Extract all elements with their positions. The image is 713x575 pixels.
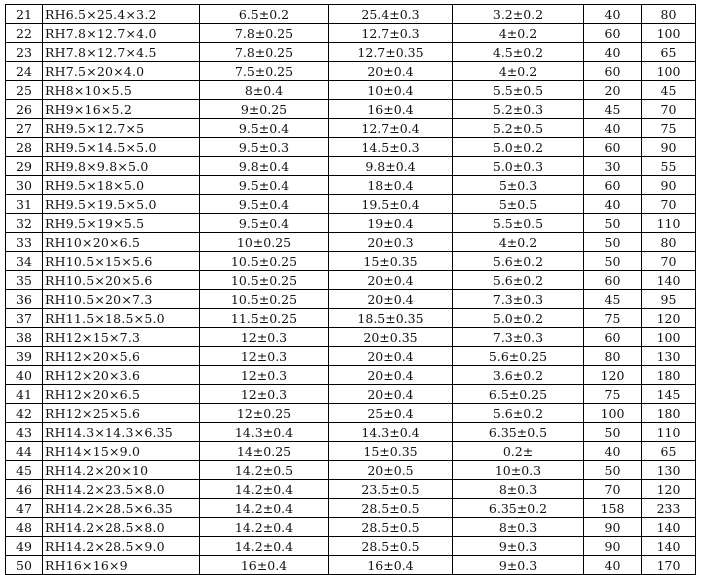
dimension-b-cell: 12.7±0.3: [329, 24, 453, 43]
value-2-cell: 180: [642, 366, 696, 385]
value-1-cell: 60: [584, 138, 642, 157]
dimension-b-cell: 18±0.4: [329, 176, 453, 195]
value-1-cell: 75: [584, 309, 642, 328]
dimension-c-cell: 5.0±0.2: [453, 138, 584, 157]
row-number-cell: 45: [6, 461, 43, 480]
row-number-cell: 43: [6, 423, 43, 442]
ferrite-spec-table: [5, 4, 696, 575]
dimension-b-cell: 20±0.3: [329, 233, 453, 252]
model-cell: RH12×15×7.3: [43, 328, 200, 347]
table-row: [6, 385, 696, 404]
dimension-c-cell: 5.6±0.2: [453, 252, 584, 271]
value-2-cell: 100: [642, 328, 696, 347]
row-number-cell: 27: [6, 119, 43, 138]
dimension-c-cell: 5.6±0.25: [453, 347, 584, 366]
dimension-a-cell: 12±0.3: [200, 347, 329, 366]
table-row: [6, 24, 696, 43]
model-cell: RH14×15×9.0: [43, 442, 200, 461]
value-1-cell: 50: [584, 214, 642, 233]
dimension-a-cell: 12±0.3: [200, 385, 329, 404]
model-cell: RH12×20×6.5: [43, 385, 200, 404]
dimension-c-cell: 7.3±0.3: [453, 328, 584, 347]
table-row: [6, 62, 696, 81]
dimension-b-cell: 25±0.4: [329, 404, 453, 423]
value-2-cell: 180: [642, 404, 696, 423]
value-2-cell: 95: [642, 290, 696, 309]
row-number-cell: 28: [6, 138, 43, 157]
row-number-cell: 25: [6, 81, 43, 100]
model-cell: RH14.2×23.5×8.0: [43, 480, 200, 499]
dimension-b-cell: 20±0.35: [329, 328, 453, 347]
model-cell: RH10×20×6.5: [43, 233, 200, 252]
value-1-cell: 40: [584, 195, 642, 214]
model-cell: RH7.5×20×4.0: [43, 62, 200, 81]
table-row: [6, 366, 696, 385]
row-number-cell: 26: [6, 100, 43, 119]
dimension-c-cell: 8±0.3: [453, 480, 584, 499]
dimension-b-cell: 20±0.4: [329, 62, 453, 81]
value-2-cell: 140: [642, 537, 696, 556]
row-number-cell: 24: [6, 62, 43, 81]
row-number-cell: 44: [6, 442, 43, 461]
table-row: [6, 423, 696, 442]
value-1-cell: 50: [584, 233, 642, 252]
model-cell: RH7.8×12.7×4.5: [43, 43, 200, 62]
dimension-a-cell: 12±0.3: [200, 328, 329, 347]
dimension-c-cell: 6.35±0.5: [453, 423, 584, 442]
dimension-c-cell: 0.2±: [453, 442, 584, 461]
table-row: [6, 43, 696, 62]
table-row: [6, 347, 696, 366]
dimension-a-cell: 10.5±0.25: [200, 290, 329, 309]
dimension-c-cell: 5.5±0.5: [453, 214, 584, 233]
value-2-cell: 140: [642, 518, 696, 537]
value-2-cell: 65: [642, 442, 696, 461]
value-1-cell: 40: [584, 43, 642, 62]
value-1-cell: 80: [584, 347, 642, 366]
value-2-cell: 140: [642, 271, 696, 290]
value-1-cell: 60: [584, 62, 642, 81]
model-cell: RH14.2×20×10: [43, 461, 200, 480]
dimension-a-cell: 16±0.4: [200, 556, 329, 575]
table-row: [6, 81, 696, 100]
value-2-cell: 110: [642, 423, 696, 442]
model-cell: RH12×25×5.6: [43, 404, 200, 423]
dimension-b-cell: 12.7±0.35: [329, 43, 453, 62]
row-number-cell: 40: [6, 366, 43, 385]
value-2-cell: 100: [642, 24, 696, 43]
dimension-b-cell: 10±0.4: [329, 81, 453, 100]
dimension-a-cell: 14.2±0.4: [200, 537, 329, 556]
row-number-cell: 32: [6, 214, 43, 233]
table-row: [6, 518, 696, 537]
dimension-a-cell: 14±0.25: [200, 442, 329, 461]
dimension-a-cell: 14.3±0.4: [200, 423, 329, 442]
dimension-a-cell: 14.2±0.4: [200, 518, 329, 537]
row-number-cell: 48: [6, 518, 43, 537]
value-2-cell: 233: [642, 499, 696, 518]
value-2-cell: 170: [642, 556, 696, 575]
dimension-c-cell: 4±0.2: [453, 62, 584, 81]
dimension-b-cell: 16±0.4: [329, 556, 453, 575]
dimension-c-cell: 7.3±0.3: [453, 290, 584, 309]
model-cell: RH9.5×19.5×5.0: [43, 195, 200, 214]
dimension-c-cell: 5.2±0.3: [453, 100, 584, 119]
row-number-cell: 35: [6, 271, 43, 290]
value-2-cell: 75: [642, 119, 696, 138]
dimension-b-cell: 12.7±0.4: [329, 119, 453, 138]
value-2-cell: 70: [642, 195, 696, 214]
dimension-c-cell: 4±0.2: [453, 24, 584, 43]
value-2-cell: 130: [642, 347, 696, 366]
dimension-b-cell: 19.5±0.4: [329, 195, 453, 214]
value-2-cell: 70: [642, 252, 696, 271]
dimension-a-cell: 9.5±0.4: [200, 176, 329, 195]
row-number-cell: 49: [6, 537, 43, 556]
value-1-cell: 158: [584, 499, 642, 518]
dimension-b-cell: 18.5±0.35: [329, 309, 453, 328]
value-2-cell: 80: [642, 5, 696, 24]
dimension-a-cell: 7.8±0.25: [200, 43, 329, 62]
model-cell: RH9.8×9.8×5.0: [43, 157, 200, 176]
dimension-c-cell: 3.6±0.2: [453, 366, 584, 385]
dimension-c-cell: 5.0±0.3: [453, 157, 584, 176]
dimension-b-cell: 16±0.4: [329, 100, 453, 119]
dimension-a-cell: 6.5±0.2: [200, 5, 329, 24]
model-cell: RH9.5×18×5.0: [43, 176, 200, 195]
model-cell: RH9.5×19×5.5: [43, 214, 200, 233]
table-row: [6, 290, 696, 309]
model-cell: RH10.5×20×5.6: [43, 271, 200, 290]
model-cell: RH12×20×3.6: [43, 366, 200, 385]
table-row: [6, 119, 696, 138]
dimension-a-cell: 8±0.4: [200, 81, 329, 100]
dimension-a-cell: 10.5±0.25: [200, 252, 329, 271]
value-2-cell: 90: [642, 138, 696, 157]
value-2-cell: 55: [642, 157, 696, 176]
dimension-b-cell: 28.5±0.5: [329, 537, 453, 556]
row-number-cell: 37: [6, 309, 43, 328]
table-row: [6, 404, 696, 423]
value-2-cell: 70: [642, 100, 696, 119]
value-2-cell: 120: [642, 309, 696, 328]
row-number-cell: 29: [6, 157, 43, 176]
dimension-b-cell: 14.3±0.4: [329, 423, 453, 442]
row-number-cell: 21: [6, 5, 43, 24]
value-2-cell: 65: [642, 43, 696, 62]
model-cell: RH11.5×18.5×5.0: [43, 309, 200, 328]
table-row: [6, 499, 696, 518]
dimension-c-cell: 6.35±0.2: [453, 499, 584, 518]
table-row: [6, 138, 696, 157]
dimension-a-cell: 14.2±0.5: [200, 461, 329, 480]
model-cell: RH14.2×28.5×9.0: [43, 537, 200, 556]
value-1-cell: 40: [584, 556, 642, 575]
row-number-cell: 34: [6, 252, 43, 271]
value-1-cell: 50: [584, 423, 642, 442]
dimension-a-cell: 14.2±0.4: [200, 480, 329, 499]
table-row: [6, 176, 696, 195]
row-number-cell: 31: [6, 195, 43, 214]
dimension-c-cell: 5±0.3: [453, 176, 584, 195]
value-1-cell: 120: [584, 366, 642, 385]
table-row: [6, 252, 696, 271]
dimension-c-cell: 6.5±0.25: [453, 385, 584, 404]
value-1-cell: 40: [584, 442, 642, 461]
dimension-a-cell: 11.5±0.25: [200, 309, 329, 328]
model-cell: RH10.5×20×7.3: [43, 290, 200, 309]
value-2-cell: 45: [642, 81, 696, 100]
dimension-b-cell: 15±0.35: [329, 442, 453, 461]
value-2-cell: 80: [642, 233, 696, 252]
dimension-a-cell: 7.8±0.25: [200, 24, 329, 43]
value-1-cell: 40: [584, 119, 642, 138]
dimension-b-cell: 28.5±0.5: [329, 518, 453, 537]
dimension-a-cell: 9.5±0.4: [200, 214, 329, 233]
dimension-a-cell: 7.5±0.25: [200, 62, 329, 81]
value-1-cell: 90: [584, 518, 642, 537]
model-cell: RH7.8×12.7×4.0: [43, 24, 200, 43]
dimension-c-cell: 5.5±0.5: [453, 81, 584, 100]
table-row: [6, 442, 696, 461]
table-row: [6, 157, 696, 176]
value-2-cell: 90: [642, 176, 696, 195]
table-row: [6, 480, 696, 499]
dimension-b-cell: 20±0.4: [329, 347, 453, 366]
model-cell: RH6.5×25.4×3.2: [43, 5, 200, 24]
dimension-c-cell: 5.2±0.5: [453, 119, 584, 138]
row-number-cell: 50: [6, 556, 43, 575]
model-cell: RH14.2×28.5×6.35: [43, 499, 200, 518]
value-1-cell: 45: [584, 100, 642, 119]
dimension-c-cell: 4±0.2: [453, 233, 584, 252]
dimension-b-cell: 15±0.35: [329, 252, 453, 271]
dimension-b-cell: 20±0.4: [329, 290, 453, 309]
dimension-c-cell: 5.6±0.2: [453, 271, 584, 290]
value-2-cell: 120: [642, 480, 696, 499]
value-1-cell: 60: [584, 328, 642, 347]
value-1-cell: 20: [584, 81, 642, 100]
row-number-cell: 42: [6, 404, 43, 423]
row-number-cell: 36: [6, 290, 43, 309]
table-body: [6, 5, 696, 575]
value-1-cell: 30: [584, 157, 642, 176]
table-row: [6, 195, 696, 214]
dimension-a-cell: 9.8±0.4: [200, 157, 329, 176]
table-row: [6, 100, 696, 119]
dimension-a-cell: 12±0.3: [200, 366, 329, 385]
dimension-c-cell: 4.5±0.2: [453, 43, 584, 62]
dimension-b-cell: 20±0.4: [329, 271, 453, 290]
value-1-cell: 90: [584, 537, 642, 556]
table-row: [6, 5, 696, 24]
model-cell: RH16×16×9: [43, 556, 200, 575]
model-cell: RH9×16×5.2: [43, 100, 200, 119]
model-cell: RH9.5×12.7×5: [43, 119, 200, 138]
dimension-c-cell: 8±0.3: [453, 518, 584, 537]
dimension-a-cell: 9.5±0.4: [200, 195, 329, 214]
value-1-cell: 50: [584, 252, 642, 271]
value-2-cell: 100: [642, 62, 696, 81]
dimension-b-cell: 14.5±0.3: [329, 138, 453, 157]
table-row: [6, 309, 696, 328]
dimension-c-cell: 3.2±0.2: [453, 5, 584, 24]
row-number-cell: 33: [6, 233, 43, 252]
row-number-cell: 46: [6, 480, 43, 499]
dimension-a-cell: 14.2±0.4: [200, 499, 329, 518]
dimension-c-cell: 5.6±0.2: [453, 404, 584, 423]
row-number-cell: 39: [6, 347, 43, 366]
value-1-cell: 75: [584, 385, 642, 404]
dimension-a-cell: 9.5±0.4: [200, 119, 329, 138]
row-number-cell: 22: [6, 24, 43, 43]
row-number-cell: 47: [6, 499, 43, 518]
model-cell: RH10.5×15×5.6: [43, 252, 200, 271]
value-1-cell: 50: [584, 461, 642, 480]
value-1-cell: 60: [584, 271, 642, 290]
model-cell: RH8×10×5.5: [43, 81, 200, 100]
model-cell: RH14.2×28.5×8.0: [43, 518, 200, 537]
dimension-a-cell: 10±0.25: [200, 233, 329, 252]
model-cell: RH12×20×5.6: [43, 347, 200, 366]
dimension-b-cell: 20±0.5: [329, 461, 453, 480]
row-number-cell: 41: [6, 385, 43, 404]
dimension-b-cell: 28.5±0.5: [329, 499, 453, 518]
dimension-c-cell: 9±0.3: [453, 537, 584, 556]
table-row: [6, 271, 696, 290]
value-1-cell: 100: [584, 404, 642, 423]
dimension-b-cell: 20±0.4: [329, 385, 453, 404]
dimension-b-cell: 19±0.4: [329, 214, 453, 233]
table-row: [6, 233, 696, 252]
model-cell: RH9.5×14.5×5.0: [43, 138, 200, 157]
row-number-cell: 38: [6, 328, 43, 347]
table-row: [6, 328, 696, 347]
row-number-cell: 30: [6, 176, 43, 195]
table-row: [6, 556, 696, 575]
value-1-cell: 40: [584, 5, 642, 24]
model-cell: RH14.3×14.3×6.35: [43, 423, 200, 442]
dimension-c-cell: 9±0.3: [453, 556, 584, 575]
value-2-cell: 130: [642, 461, 696, 480]
dimension-a-cell: 12±0.25: [200, 404, 329, 423]
dimension-a-cell: 10.5±0.25: [200, 271, 329, 290]
row-number-cell: 23: [6, 43, 43, 62]
table-row: [6, 537, 696, 556]
value-1-cell: 45: [584, 290, 642, 309]
value-1-cell: 60: [584, 24, 642, 43]
table-row: [6, 461, 696, 480]
table-row: [6, 214, 696, 233]
dimension-a-cell: 9±0.25: [200, 100, 329, 119]
dimension-b-cell: 20±0.4: [329, 366, 453, 385]
dimension-c-cell: 10±0.3: [453, 461, 584, 480]
dimension-c-cell: 5±0.5: [453, 195, 584, 214]
dimension-b-cell: 23.5±0.5: [329, 480, 453, 499]
dimension-a-cell: 9.5±0.3: [200, 138, 329, 157]
dimension-b-cell: 9.8±0.4: [329, 157, 453, 176]
dimension-c-cell: 5.0±0.2: [453, 309, 584, 328]
value-2-cell: 110: [642, 214, 696, 233]
value-1-cell: 60: [584, 176, 642, 195]
dimension-b-cell: 25.4±0.3: [329, 5, 453, 24]
value-1-cell: 70: [584, 480, 642, 499]
value-2-cell: 145: [642, 385, 696, 404]
